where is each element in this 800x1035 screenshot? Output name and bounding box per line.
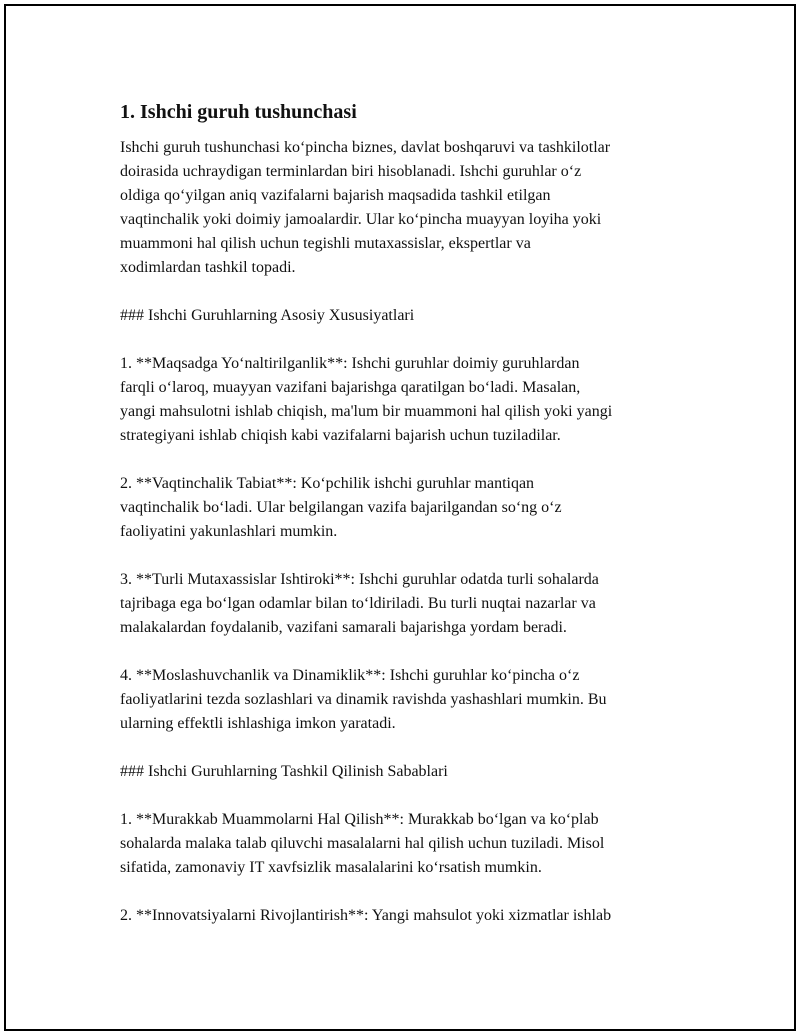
text-line: faoliyatlarini tezda sozlashlari va dinamik ravishda yashashlari mumkin. Bu <box>120 691 607 708</box>
text-line: strategiyani ishlab chiqish kabi vazifalarni bajarish uchun tuziladilar. <box>120 427 561 444</box>
reason-item-1 <box>120 808 700 880</box>
text-line: 3. **Turli Mutaxassislar Ishtiroki**: Ishchi guruhlar odatda turli sohalarda <box>120 571 599 588</box>
text-line: vaqtinchalik boʻladi. Ular belgilangan vazifa bajarilgandan soʻng oʻz <box>120 499 562 516</box>
text-line: 2. **Innovatsiyalarni Rivojlantirish**: Yangi mahsulot yoki xizmatlar ishlab <box>120 907 612 924</box>
text-line: ularning effektli ishlashiga imkon yaratadi. <box>120 715 396 732</box>
text-line: malakalardan foydalanib, vazifani samarali bajarishga yordam beradi. <box>120 619 567 636</box>
list-item-2 <box>120 472 700 544</box>
text-line: Ishchi guruh tushunchasi koʻpincha biznes, davlat boshqaruvi va tashkilotlar <box>120 139 611 156</box>
subheading-reasons <box>120 760 700 784</box>
text-line: sifatida, zamonaviy IT xavfsizlik masalalarini koʻrsatish mumkin. <box>120 859 542 876</box>
section-heading: 1. Ishchi guruh tushunchasi <box>120 101 357 123</box>
list-item-1 <box>120 352 700 448</box>
subheading-features <box>120 304 700 328</box>
text-line: ### Ishchi Guruhlarning Asosiy Xususiyatlari <box>120 307 415 324</box>
text-line: tajribaga ega boʻlgan odamlar bilan toʻldiriladi. Bu turli nuqtai nazarlar va <box>120 595 596 612</box>
text-line: 1. **Maqsadga Yoʻnaltirilganlik**: Ishchi guruhlar doimiy guruhlardan <box>120 355 580 372</box>
text-line: 2. **Vaqtinchalik Tabiat**: Koʻpchilik ishchi guruhlar mantiqan <box>120 475 535 492</box>
text-line: 4. **Moslashuvchanlik va Dinamiklik**: Ishchi guruhlar koʻpincha oʻz <box>120 667 580 684</box>
text-line: 1. **Murakkab Muammolarni Hal Qilish**: Murakkab boʻlgan va koʻplab <box>120 811 599 828</box>
text-line: muammoni hal qilish uchun tegishli mutaxassislar, ekspertlar va <box>120 235 531 252</box>
text-line: ### Ishchi Guruhlarning Tashkil Qilinish Sabablari <box>120 763 448 780</box>
list-item-3 <box>120 568 700 640</box>
text-line: doirasida uchraydigan terminlardan biri hisoblanadi. Ishchi guruhlar oʻz <box>120 163 582 180</box>
text-line: farqli oʻlaroq, muayyan vazifani bajarishga qaratilgan boʻladi. Masalan, <box>120 379 581 396</box>
text-line: yangi mahsulotni ishlab chiqish, ma'lum bir muammoni hal qilish yoki yangi <box>120 403 613 420</box>
document-body <box>120 98 700 952</box>
text-line: faoliyatini yakunlashlari mumkin. <box>120 523 338 540</box>
text-line: oldiga qoʻyilgan aniq vazifalarni bajarish maqsadida tashkil etilgan <box>120 187 551 204</box>
text-line: vaqtinchalik yoki doimiy jamoalardir. Ular koʻpincha muayyan loyiha yoki <box>120 211 602 228</box>
text-line: sohalarda malaka talab qiluvchi masalalarni hal qilish uchun tuziladi. Misol <box>120 835 605 852</box>
reason-item-2 <box>120 904 700 928</box>
page-frame <box>4 4 796 1031</box>
text-line: xodimlardan tashkil topadi. <box>120 259 296 276</box>
list-item-4 <box>120 664 700 736</box>
paragraph-intro <box>120 136 700 280</box>
